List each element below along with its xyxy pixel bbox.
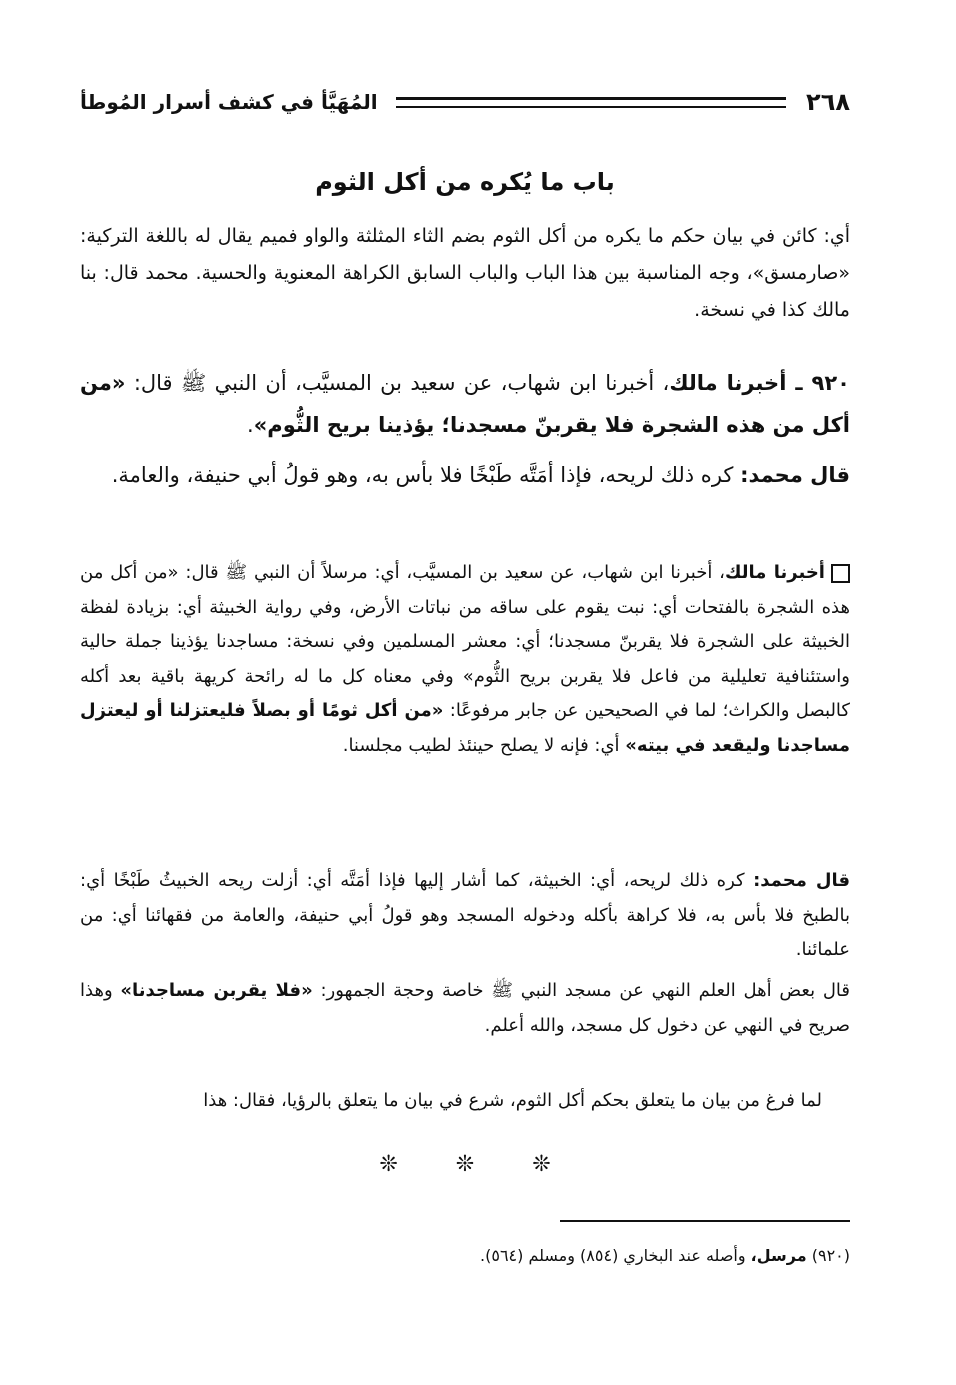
square-box-icon bbox=[831, 564, 850, 583]
commentary-1-text-a: ، أخبرنا ابن شهاب، عن سعيد بن المسيَّب، أي: مرسلاً أن النبي ﷺ قال: «من أكل من هذه الشجرة بالفتحات أي: نبت يقوم على ساقه من نباتات الأرض، وفي رواية الخبيثة أي: بزيادة لفظة الخبيثة على الشجرة فلا يقربنّ مسجدنا؛ أي: معشر المسلمين وفي نسخة: مساجدنا يؤذينا جملة حالية واستئنافية تعليلية من فاعل فلا يقربن بريح الثُّوم» وفي معناه كل ما له رائحة كريهة باقية بعد أكله كالبصل والكراث؛ لما في الصحيحين عن جابر مرفوعًا: bbox=[80, 562, 850, 721]
qala-muhammad-text: كره ذلك لريحه، فإذا أمَتَّه طَبْخًا فلا بأس به، وهو قولُ أبي حنيفة، والعامة. bbox=[111, 463, 741, 487]
hadith-quote: «من أكل من هذه الشجرة فلا يقربنّ مسجدنا؛ يؤذينا بريح الثُّوم» bbox=[80, 371, 850, 437]
commentary-1-quote: «من أكل ثومًا أو بصلاً فليعتزلنا أو ليعتزل مساجدنا وليقعد في بيته» bbox=[80, 700, 850, 756]
footnote-lead: مرسل، bbox=[750, 1246, 807, 1265]
commentary-3-quote: «فلا يقربن مساجدنا» bbox=[120, 980, 313, 1001]
asterism-icon: ❊ bbox=[379, 1152, 398, 1177]
page-number: ٢٦٨ bbox=[806, 88, 850, 116]
intro-paragraph: أي: كائن في بيان حكم ما يكره من أكل الثوم بضم الثاء المثلثة والواو فميم يقال له باللغة التركية: «صارمسق»، وجه المناسبة بين هذا الباب والباب السابق الكراهة المعنوية والحسية. محمد قال: بنا مالك كذا في نسخة. bbox=[80, 225, 850, 321]
qala-muhammad-paragraph bbox=[80, 454, 850, 496]
running-header bbox=[80, 80, 850, 124]
commentary-3-text-a: قال بعض أهل العلم النهي عن مسجد النبي ﷺ خاصة وحجة الجمهور: bbox=[312, 980, 851, 1001]
book-title: المُهَيَّأ في كشف أسرار المُوطأ bbox=[80, 90, 378, 114]
hadith-paragraph bbox=[80, 362, 850, 446]
commentary-2-text: كره ذلك لريحه، أي: الخبيثة، كما أشار إليها فإذا أمَتَّه أي: أزلت ريحه الخبيثُ طَبْخًا أي: بالطبخ فلا بأس به، فلا كراهة بأكله ودخوله المسجد وهو قولُ أبي حنيفة، والعامة من فقهائنا أي: من علمائنا. bbox=[80, 870, 850, 960]
commentary-paragraph-3 bbox=[80, 974, 850, 1043]
hadith-end: . bbox=[247, 413, 254, 437]
commentary-2-lead: قال محمد: bbox=[753, 870, 850, 891]
commentary-1-lead: أخبرنا مالك bbox=[724, 562, 825, 583]
commentary-paragraph-1 bbox=[80, 556, 850, 763]
qala-muhammad-lead: قال محمد: bbox=[740, 463, 850, 487]
asterism-icon: ❊ bbox=[532, 1152, 551, 1177]
commentary-1-text-b: أي: فإنه لا يصلح حينئذ لطيب مجلسنا. bbox=[342, 734, 626, 756]
section-separator bbox=[80, 1152, 850, 1177]
footnote bbox=[80, 1242, 850, 1270]
hadith-text: ، أخبرنا ابن شهاب، عن سعيد بن المسيَّب، أن النبي ﷺ قال: bbox=[125, 371, 670, 395]
commentary-paragraph-2 bbox=[80, 864, 850, 968]
chapter-title: باب ما يُكره من أكل الثوم bbox=[315, 168, 615, 196]
hadith-lead: ٩٢٠ ـ أخبرنا مالك bbox=[669, 371, 850, 395]
footnote-rule bbox=[560, 1220, 850, 1222]
header-rule bbox=[396, 97, 786, 108]
commentary-3-text-b: وهذا صريح في النهي عن دخول كل مسجد، والله أعلم. bbox=[80, 980, 850, 1036]
closing-paragraph: لما فرغ من بيان ما يتعلق بحكم أكل الثوم، شرع في بيان ما يتعلق بالرؤيا، فقال: هذا bbox=[203, 1090, 822, 1111]
book-page bbox=[80, 80, 850, 1370]
asterism-icon: ❊ bbox=[455, 1152, 475, 1177]
footnote-text: وأصله عند البخاري (٨٥٤) ومسلم (٥٦٤). bbox=[480, 1246, 751, 1265]
footnote-number: (٩٢٠) bbox=[811, 1246, 850, 1265]
